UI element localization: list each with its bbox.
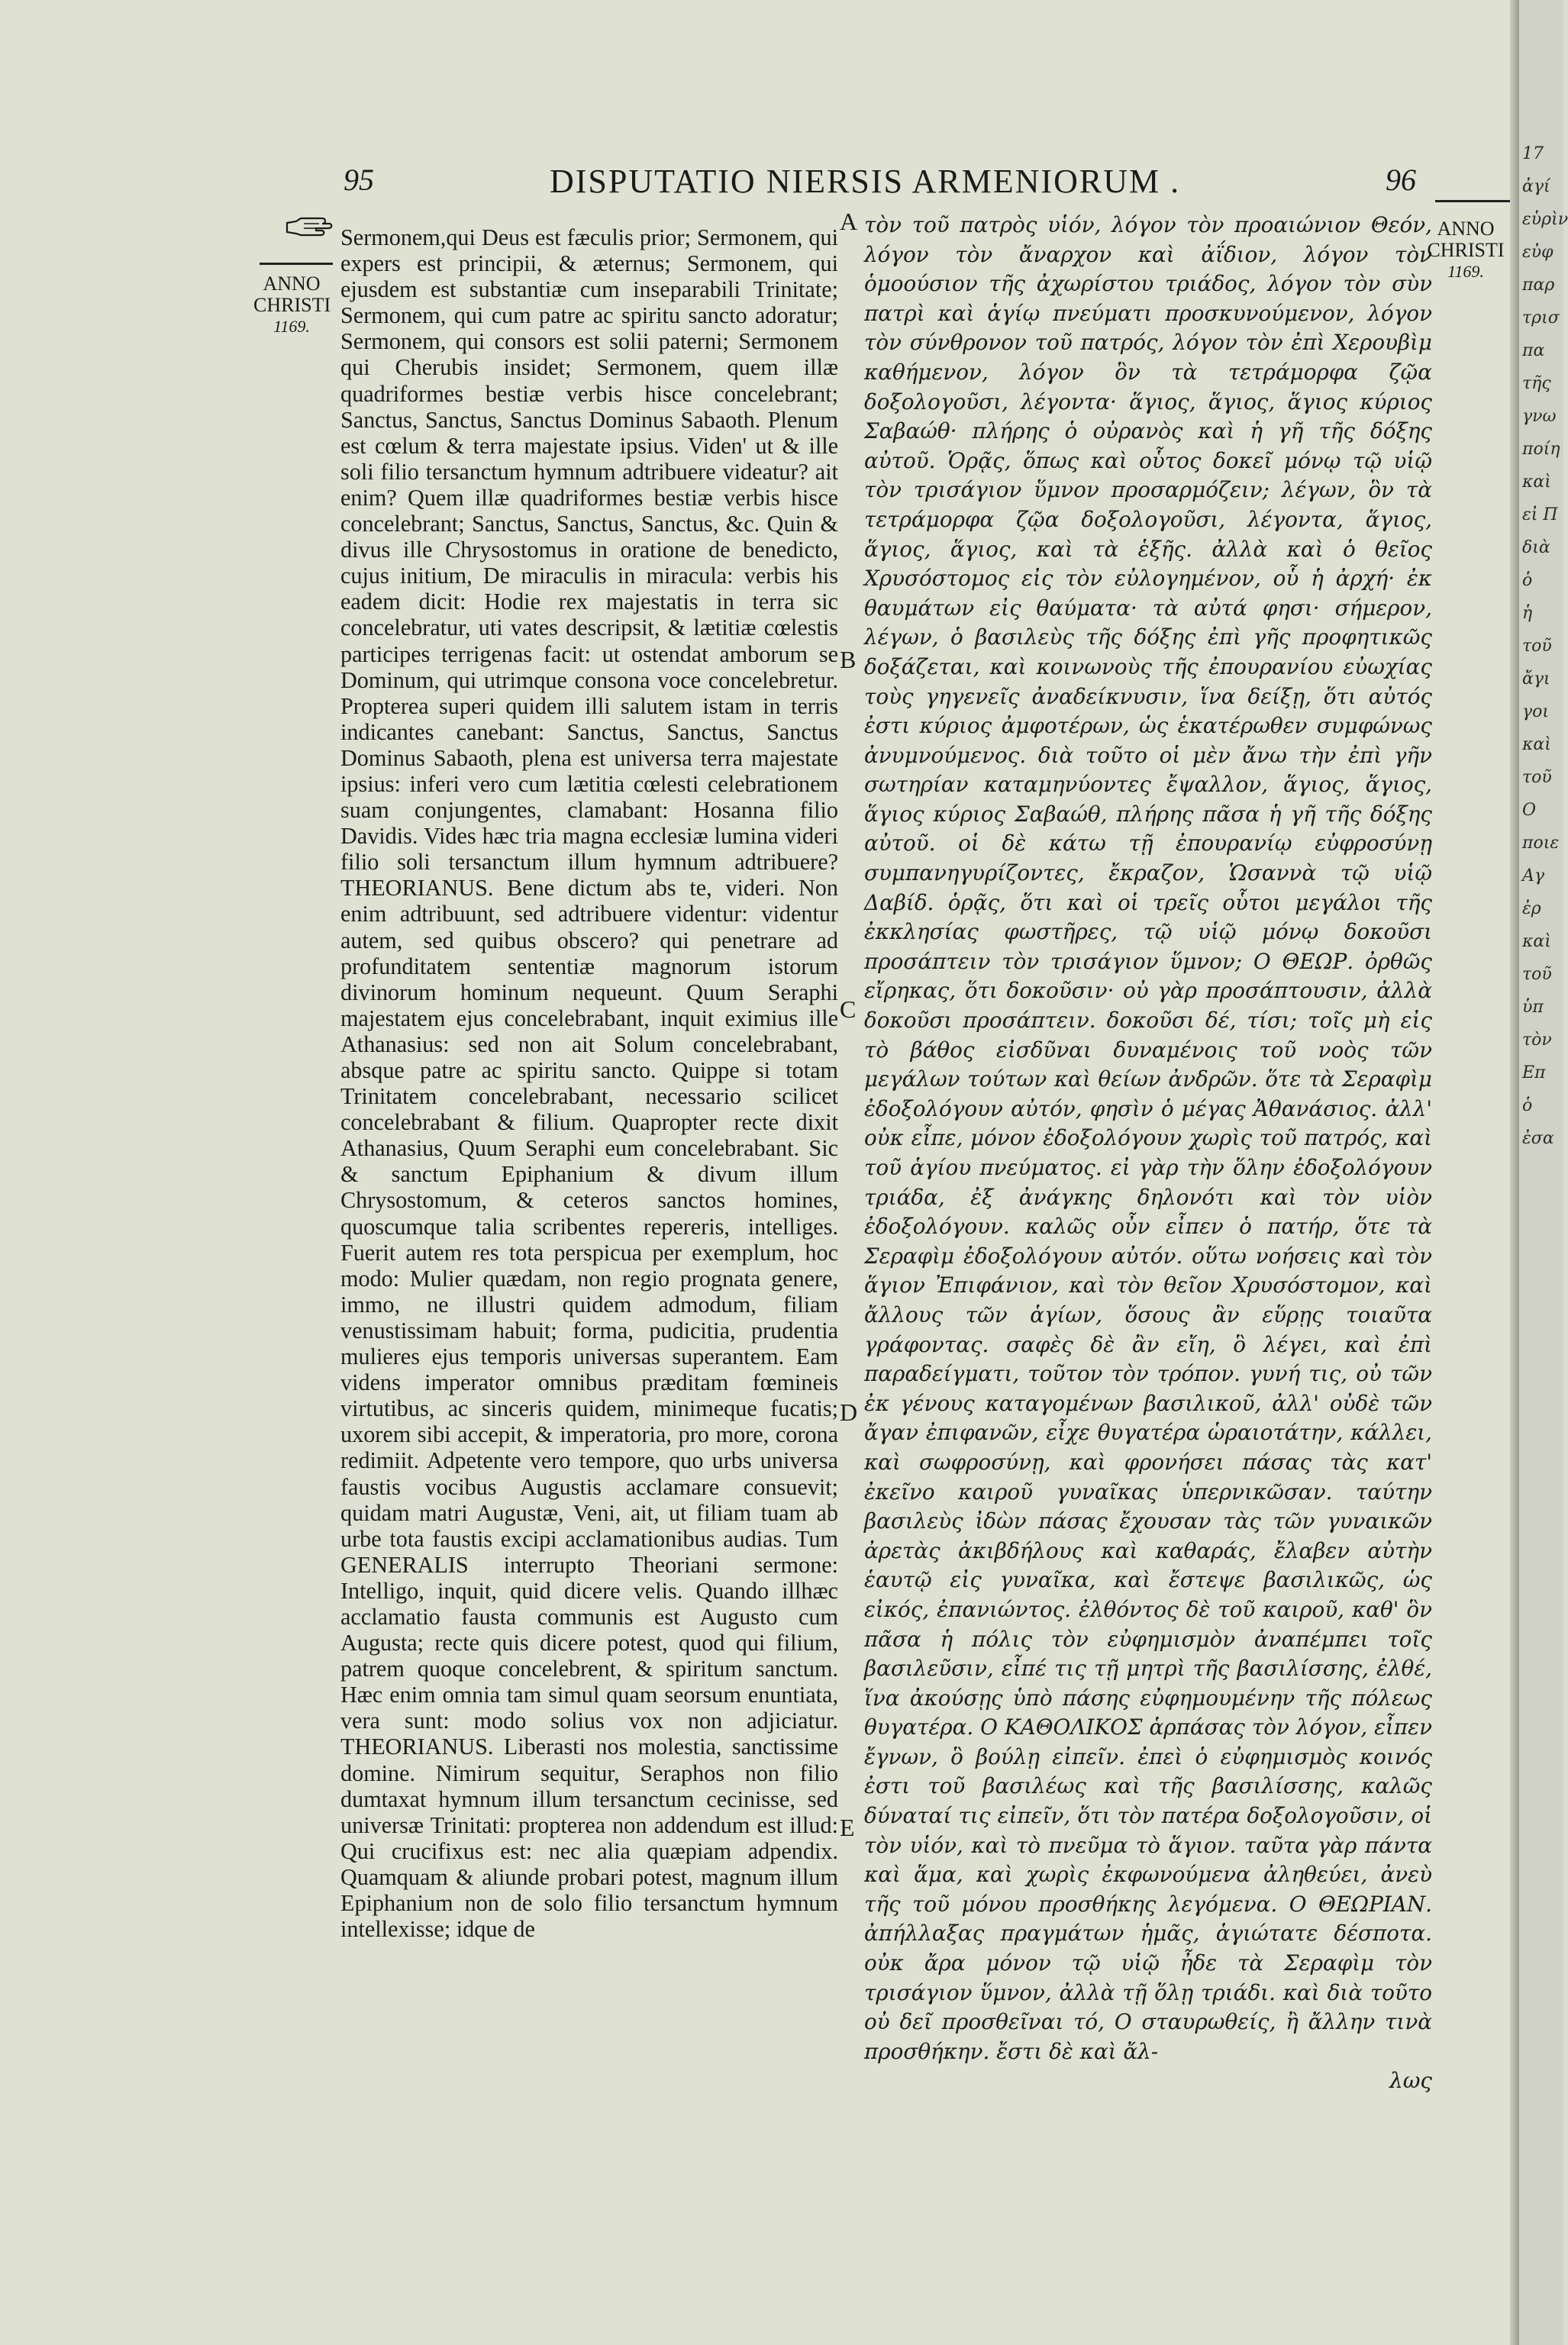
facing-page-fragment: τοῦ	[1522, 768, 1552, 787]
margin-rule-right	[1435, 200, 1512, 202]
facing-page-fragment: 17	[1522, 144, 1544, 163]
facing-page-fragment: ποιε	[1522, 834, 1560, 853]
facing-page-fragment: γνω	[1522, 407, 1557, 426]
facing-page-fragment: ποίη	[1522, 440, 1560, 459]
facing-page-fragment: ἡ	[1522, 604, 1533, 623]
facing-page-fragment: τρισ	[1522, 308, 1560, 327]
facing-page-fragments	[1522, 137, 1568, 1155]
margin-note-left	[253, 273, 330, 337]
page-number-left: 95	[344, 163, 374, 197]
facing-page-fragment: εὑρὶν	[1522, 210, 1568, 229]
facing-page-fragment: Ο	[1522, 801, 1537, 820]
margin-rule-left	[260, 263, 333, 265]
facing-page-fragment: παρ	[1522, 276, 1555, 295]
margin-note-right-year: 1169.	[1447, 262, 1484, 281]
latin-column: Sermonem,qui Deus est fæculis prior; Sermonem, qui expers est principii, & æternus; Sermonem, qui ejusdem est substantiæ cum inseparabili Trinitate; Sermonem, qui cum patre ac spiritu sancto adoratur; Sermonem, qui consors est solii paterni; Sermonem qui Cherubis insidet; Sermonem, quem illæ quadriformes bestiæ verbis hisce concelebrant; Sanctus, Sanctus, Sanctus Dominus Sabaoth. Plenum est cœlum & terra majestate ipsius. Viden' ut & ille soli filio tersanctum hymnum adtribuere videatur? ait enim? Quem illæ quadriformes bestiæ verbis hisce concelebrant; Sanctus, Sanctus, Sanctus, &c. Quin & divus ille Chrysostomus in oratione de benedicto, cujus initium, De miraculis in miracula: verbis his eadem dicit: Hodie rex majestatis in terra sic concelebratur, uti vates descripsit, & lætitiæ cœlestis participes terrigenas facit: ut ostendat amborum se Dominum, qui utrimque consona voce concelebretur. Propterea superi quidem illi salutem istam in terris indicantes canebant: Sanctus, Sanctus, Sanctus Dominus Sabaoth, plena est universa terra majestate ipsius: inferi vero cum lætitia cœlesti celebrationem suam conjungentes, clamabant: Hosanna filio Davidis. Vides hæc tria magna ecclesiæ lumina videri filio soli tersanctum illum hymnum adtribuere? THEORIANUS. Bene dictum abs te, videri. Non enim adtribuunt, sed adtribuere videntur: videntur autem, sed quibus obscero? qui penetrare ad profunditatem sententiæ magnorum istorum divinorum hominum nequeunt. Quum Seraphi majestatem ejus concelebrabant, inquit eximius ille Athanasius: sed non ait Solum concelebrabant, absque patre ac spiritu sancto. Quippe si totam Trinitatem concelebrabant, necessario scilicet concelebrabant & filium. Quapropter recte dixit Athanasius, Quum Seraphi eum concelebrabant. Sic & sanctum Epiphanium & divum illum Chrysostomum, & ceteros sanctos homines, quoscumque talia scribentes repereris, intelliges. Fuerit autem res tota perspicua per exemplum, hoc modo: Mulier quædam, non regio prognata genere, immo, ne illustri quidem admodum, filiam venustissimam habuit; forma, pudicitia, prudentia mulieres ejus temporis universas superantem. Eam videns imperator omnibus præditam fœmineis virtutibus, ac sinceris quidem, minimeque fucatis; uxorem sibi accepit, & imperatoria, pro more, corona redimiit. Adpetente vero tempore, quo urbs universa faustis vocibus Augustis acclamare consuevit; quidam matri Augustæ, Veni, ait, ut filiam tuam ab urbe tota faustis excipi acclamationibus audias. Tum GENERALIS interrupto Theoriani sermone: Intelligo, inquit, quid dicere velis. Quando illhæc acclamatio fausta communis est Augusto cum Augusta; recte quis dicere potest, quod qui filium, patrem quoque concelebrent, & spiritum sanctum. Hæc enim omnia tam simul quam seorsum enuntiata, vera sunt: modo solius vox non adjiciatur. THEORIANUS. Liberasti nos molestia, sanctissime domine. Nimirum sequitur, Seraphos non filio dumtaxat hymnum illum tersanctum cecinisse, sed universæ Trinitati: propterea non addendum est illud: Qui crucifixus est: nec alia quæpiam adpendix. Quamquam & aliunde probari potest, magnum illum Epiphanium non de solo filio tersanctum hymnum intellexisse; idque de	[340, 224, 838, 1943]
margin-note-right	[1421, 218, 1510, 282]
margin-note-left-year: 1169.	[273, 317, 310, 336]
section-letter-a: A	[840, 208, 858, 235]
facing-page-fragment: καὶ	[1522, 473, 1551, 492]
facing-page-fragment: εὐφ	[1522, 243, 1553, 262]
running-head: DISPUTATIO NIERSIS ARMENIORUM .	[550, 163, 1181, 200]
greek-column	[864, 211, 1432, 2096]
facing-page-fragment: ἄγι	[1522, 669, 1550, 689]
facing-page-fragment: Επ	[1522, 1063, 1546, 1082]
facing-page-fragment: Αγ	[1522, 866, 1545, 885]
facing-page-fragment: τὸν	[1522, 1031, 1552, 1050]
facing-page-fragment: εἰ Π	[1522, 505, 1558, 524]
facing-page-fragment: καὶ	[1522, 932, 1551, 951]
facing-page-fragment: ἀγί	[1522, 177, 1550, 196]
pointing-hand-icon	[286, 215, 333, 240]
section-letter-b: B	[840, 646, 857, 673]
section-letter-c: C	[840, 995, 857, 1023]
facing-page-fragment: ὑπ	[1522, 998, 1544, 1017]
facing-page-fragment: τοῦ	[1522, 965, 1552, 984]
margin-note-right-label: ANNO CHRISTI	[1427, 218, 1505, 261]
facing-page-fragment: καὶ	[1522, 735, 1551, 754]
facing-page-fragment: τῆς	[1522, 374, 1551, 393]
facing-page-fragment: διὰ	[1522, 538, 1550, 557]
catchword: λως	[1389, 2068, 1432, 2094]
margin-note-left-label: ANNO CHRISTI	[253, 273, 331, 316]
facing-page-fragment: τοῦ	[1522, 637, 1552, 656]
facing-page-fragment: ἐσα	[1522, 1129, 1554, 1148]
facing-page-edge	[1519, 0, 1568, 2345]
greek-text: τὸν τοῦ πατρὸς υἱόν, λόγον τὸν προαιώνιον Θεόν, λόγον τὸν ἄναρχον καὶ ἀΐδιον, λόγον τὸν ὁμοούσιον τῆς ἀχωρίστου τριάδος, λόγον τὸν σὺν πατρὶ καὶ ἁγίῳ πνεύματι προσκυνούμενον, λόγον τὸν σύνθρονον τοῦ πατρός, λόγον τὸν ἐπὶ Χερουβὶμ καθήμενον, λόγον ὃν τὰ τετράμορφα ζῷα δοξολογοῦσι, λέγοντα· ἅγιος, ἅγιος, ἅγιος κύριος Σαβαώθ· πλήρης ὁ οὐρανὸς καὶ ἡ γῆ τῆς δόξης αὐτοῦ. Ὁρᾷς, ὅπως καὶ οὗτος δοκεῖ μόνῳ τῷ υἱῷ τὸν τρισάγιον ὕμνον προσαρμόζειν; λέγων, ὃν τὰ τετράμορφα ζῷα δοξολογοῦσι, λέγοντα, ἅγιος, ἅγιος, ἅγιος, καὶ τὰ ἑξῆς. ἀλλὰ καὶ ὁ θεῖος Χρυσόστομος εἰς τὸν εὐλογημένον, οὗ ἡ ἀρχή· ἐκ θαυμάτων εἰς θαύματα· τὰ αὐτά φησι· σήμερον, λέγων, ὁ βασιλεὺς τῆς δόξης ἐπὶ γῆς προφητικῶς δοξάζεται, καὶ κοινωνοὺς τῆς ἐπουρανίου εὐωχίας τοὺς γηγενεῖς ἀναδείκνυσιν, ἵνα δείξῃ, ὅτι αὐτός ἐστι κύριος ἀμφοτέρων, ὡς ἑκατέρωθεν συμφώνως ἀνυμνούμενος. διὰ τοῦτο οἱ μὲν ἄνω τὴν ἐπὶ γῆν σωτηρίαν καταμηνύοντες ἔψαλλον, ἅγιος, ἅγιος, ἅγιος κύριος Σαβαώθ, πλήρης πᾶσα ἡ γῆ τῆς δόξης αὐτοῦ. οἱ δὲ κάτω τῇ ἐπουρανίῳ εὐφροσύνῃ συμπανηγυρίζοντες, ἔκραζον, Ὡσαννὰ τῷ υἱῷ Δαβίδ. ὁρᾷς, ὅτι καὶ οἱ τρεῖς οὗτοι μεγάλοι τῆς ἐκκλησίας φωστῆρες, τῷ υἱῷ μόνῳ δοκοῦσι προσάπτειν τὸν τρισάγιον ὕμνον; Ο ΘΕΩΡ. ὀρθῶς εἴρηκας, ὅτι δοκοῦσιν· οὐ γὰρ προσάπτουσιν, ἀλλὰ δοκοῦσι προσάπτειν. δοκοῦσι δέ, τίσι; τοῖς μὴ εἰς τὸ βάθος εἰσδῦναι δυναμένοις τοῦ νοὸς τῶν μεγάλων τούτων καὶ θείων ἀνδρῶν. ὅτε τὰ Σεραφὶμ ἐδοξολόγουν αὐτόν, φησὶν ὁ μέγας Ἀθανάσιος. ἀλλ' οὐκ εἶπε, μόνον ἐδοξολόγουν χωρὶς τοῦ πατρός, καὶ τοῦ ἁγίου πνεύματος. εἰ γὰρ τὴν ὅλην ἐδοξολόγουν τριάδα, ἐξ ἀνάγκης δηλονότι καὶ τὸν υἱὸν ἐδοξολόγουν. καλῶς οὖν εἶπεν ὁ πατήρ, ὅτε τὰ Σεραφὶμ ἐδοξολόγουν αὐτόν. οὕτω νοήσεις καὶ τὸν ἅγιον Ἐπιφάνιον, καὶ τὸν θεῖον Χρυσόστομον, καὶ ἄλλους τῶν ἁγίων, ὅσους ἂν εὕρῃς τοιαῦτα γράφοντας. σαφὲς δὲ ἂν εἴη, ὃ λέγει, καὶ ἐπὶ παραδείγματι, τοῦτον τὸν τρόπον. γυνή τις, οὐ τῶν ἐκ γένους καταγομένων βασιλικοῦ, ἀλλ' οὐδὲ τῶν ἄγαν ἐπιφανῶν, εἶχε θυγατέρα ὡραιοτάτην, κάλλει, καὶ σωφροσύνῃ, καὶ φρονήσει πάσας τὰς κατ' ἐκεῖνο καιροῦ γυναῖκας ὑπερνικῶσαν. ταύτην βασιλεὺς ἰδὼν πάσας ἔχουσαν τὰς τῶν γυναικῶν ἀρετὰς ἀκιβδήλους καὶ καθαράς, ἔλαβεν αὐτὴν ἑαυτῷ εἰς γυναῖκα, καὶ ἔστεψε βασιλικῶς, ὡς εἰκός, ἐπανιώντος. ἐλθόντος δὲ τοῦ καιροῦ, καθ' ὃν πᾶσα ἡ πόλις τὸν εὐφημισμὸν ἀναπέμπει τοῖς βασιλεῦσιν, εἶπέ τις τῇ μητρὶ τῆς βασιλίσσης, ἐλθέ, ἵνα ἀκούσῃς ὑπὸ πάσης εὐφημουμένην τῆς πόλεως θυγατέρα. Ο ΚΑΘΟΛΙΚΟΣ ἁρπάσας τὸν λόγον, εἶπεν ἔγνων, ὃ βούλῃ εἰπεῖν. ἐπεὶ ὁ εὐφημισμὸς κοινός ἐστι τοῦ βασιλέως καὶ τῆς βασιλίσσης, καλῶς δύναταί τις εἰπεῖν, ὅτι τὸν πατέρα δοξολογοῦσιν, οἱ τὸν υἱόν, καὶ τὸ πνεῦμα τὸ ἅγιον. ταῦτα γὰρ πάντα καὶ ἅμα, καὶ χωρὶς ἐκφωνούμενα ἀληθεύει, ἀνεὺ τῆς τοῦ μόνου προσθήκης λεγόμενα. Ο ΘΕΩΡΙΑΝ. ἀπήλλαξας πραγμάτων ἡμᾶς, ἁγιώτατε δέσποτα. οὐκ ἄρα μόνον τῷ υἱῷ ἦδε τὰ Σεραφὶμ τὸν τρισάγιον ὕμνον, ἀλλὰ τῇ ὅλῃ τριάδι. καὶ διὰ τοῦτο οὐ δεῖ προσθεῖναι τό, Ο σταυρωθείς, ἢ ἄλλην τινὰ προσθήκην. ἔστι δὲ καὶ ἄλ-	[864, 212, 1432, 2064]
facing-page-fragment: ὁ	[1522, 1096, 1533, 1115]
facing-page-fragment: γοι	[1522, 702, 1550, 721]
section-letter-d: D	[840, 1398, 858, 1426]
facing-page-fragment: ὁ	[1522, 571, 1533, 590]
facing-page-fragment: ἐρ	[1522, 899, 1541, 918]
section-letter-e: E	[840, 1814, 855, 1841]
facing-page-fragment: πα	[1522, 341, 1545, 360]
page-number-right: 96	[1386, 163, 1416, 197]
